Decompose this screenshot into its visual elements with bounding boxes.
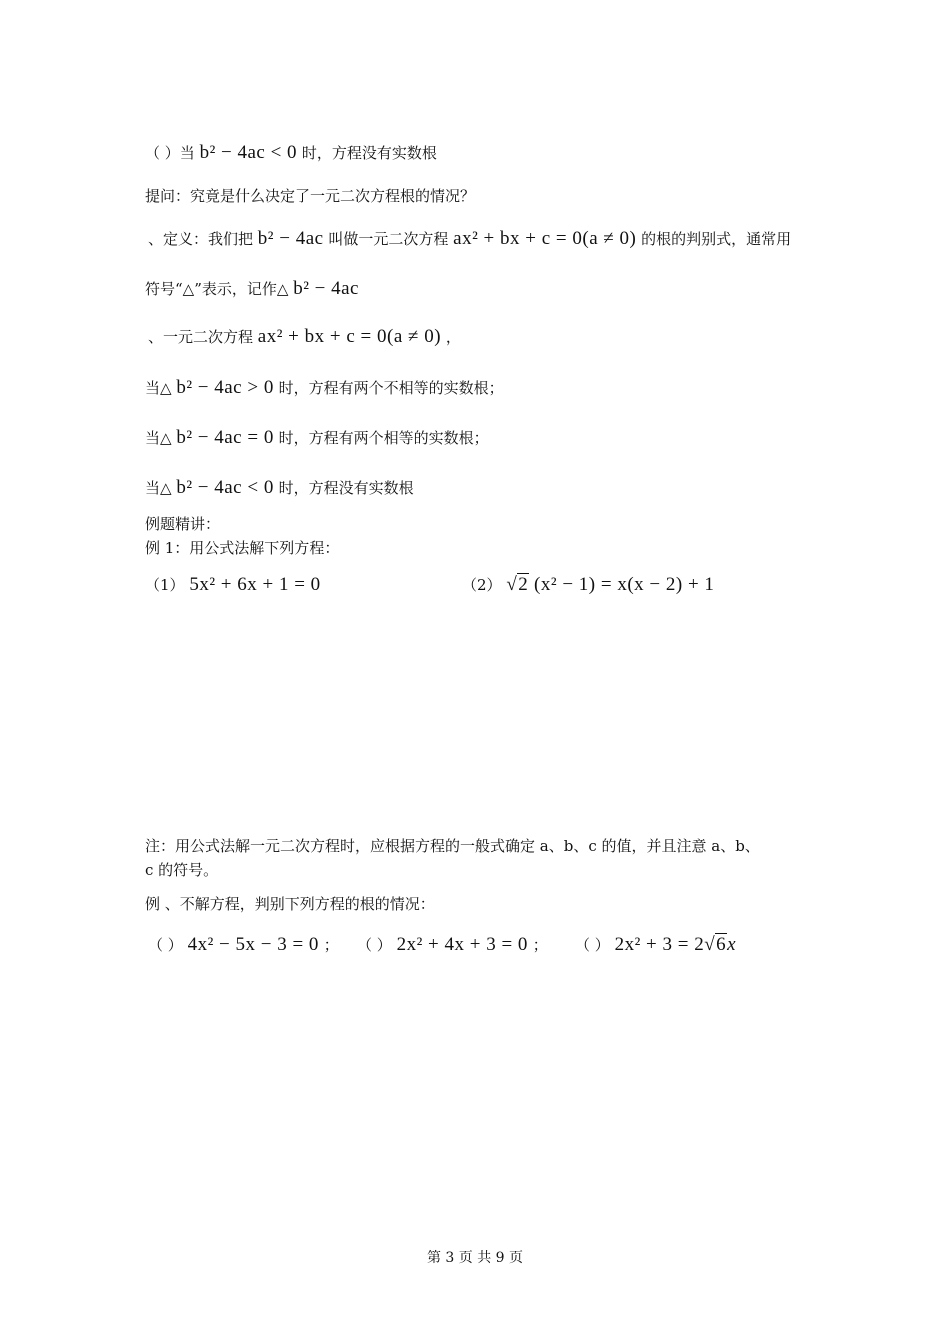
variable: x [727, 934, 737, 955]
section-heading-examples: 例题精讲： [145, 515, 221, 533]
line-case-negative [145, 478, 414, 498]
example-2-item-1 [148, 935, 339, 955]
text: 当△ [145, 479, 172, 497]
math-expression: 5x² + 6x + 1 = 0 [189, 574, 321, 595]
math-expression: b² − 4ac > 0 [176, 377, 274, 398]
math-expression: b² − 4ac [293, 278, 359, 299]
item-label: （2） [462, 576, 502, 594]
math-expression: 2x² + 4x + 3 = 0 [396, 934, 528, 955]
text: 时，方程有两个不相等的实数根； [278, 379, 504, 397]
item-label: （ ） [357, 936, 392, 954]
text: 、定义：我们把 [148, 230, 254, 248]
text: 时，方程有两个相等的实数根； [278, 429, 489, 447]
text: ， [445, 328, 461, 346]
line-case-zero [145, 428, 489, 448]
page-footer: 第 3 页 共 9 页 [426, 1250, 524, 1266]
example-2-title: 例 、不解方程，判别下列方程的根的情况： [145, 895, 435, 913]
math-expression: ax² + bx + c = 0(a ≠ 0) [257, 326, 442, 347]
item-label: （ ） [148, 936, 183, 954]
example-1-item-2 [462, 575, 714, 595]
line-general-equation [148, 327, 461, 347]
sqrt-symbol: √2 [506, 574, 529, 595]
radicand: 2 [518, 574, 529, 595]
text: （ ）当 [145, 144, 195, 162]
text: ； [532, 936, 548, 954]
text: 、一元二次方程 [148, 328, 254, 346]
item-label: （ ） [575, 936, 610, 954]
math-expression: 4x² − 5x − 3 = 0 [187, 934, 319, 955]
example-2-item-2 [357, 935, 548, 955]
text: 当△ [145, 429, 172, 447]
example-1-title: 例 1：用公式法解下列方程： [145, 539, 340, 557]
text: 叫做一元二次方程 [328, 230, 449, 248]
math-expression: ax² + bx + c = 0(a ≠ 0) [453, 228, 637, 249]
text: 符号“△”表示，记作△ [145, 280, 289, 298]
text: 时，方程没有实数根 [278, 479, 414, 497]
text: 时，方程没有实数根 [301, 144, 437, 162]
text: 当△ [145, 379, 172, 397]
line-definition [148, 229, 791, 249]
text: 的根的判别式，通常用 [641, 230, 792, 248]
math-expression: 2x² + 3 = 2 [614, 934, 705, 955]
math-expression: b² − 4ac < 0 [199, 142, 298, 163]
math-expression: b² − 4ac = 0 [176, 427, 274, 448]
text: ； [323, 936, 339, 954]
note-line-2: c 的符号。 [145, 861, 219, 879]
line-symbol-notation [145, 279, 359, 299]
sqrt-symbol: √6 [704, 934, 727, 955]
example-2-item-3 [575, 935, 736, 955]
line-case-positive [145, 378, 504, 398]
math-expression: (x² − 1) = x(x − 2) + 1 [534, 574, 715, 595]
example-1-item-1 [145, 575, 321, 595]
radicand: 6 [716, 934, 727, 955]
line-question: 提问：究竟是什么决定了一元二次方程根的情况？ [145, 187, 476, 205]
item-label: （1） [145, 576, 185, 594]
math-expression: b² − 4ac < 0 [176, 477, 274, 498]
note-line-1: 注：用公式法解一元二次方程时，应根据方程的一般式确定 a、b、c 的值，并且注意 a、b、 [145, 837, 760, 855]
math-expression: b² − 4ac [257, 228, 324, 249]
line-condition-negative [145, 143, 437, 163]
